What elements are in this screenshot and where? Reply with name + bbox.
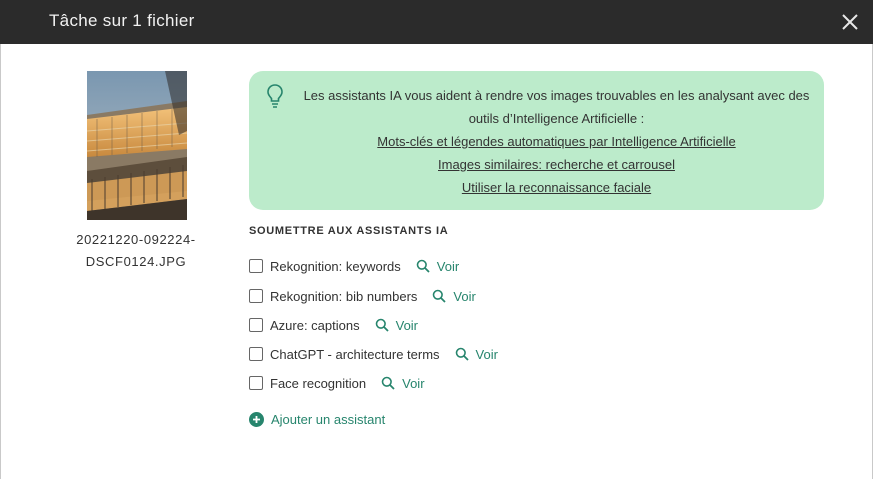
search-icon	[375, 318, 389, 332]
search-icon	[381, 376, 395, 390]
close-icon[interactable]	[840, 12, 860, 32]
file-name-line1: 20221220-092224-	[76, 232, 196, 247]
assistant-label: Rekognition: keywords	[270, 258, 401, 274]
search-icon	[416, 259, 430, 273]
assistant-row	[249, 256, 459, 276]
link-face-recognition[interactable]: Utiliser la reconnaissance faciale	[461, 180, 652, 195]
view-label: Voir	[402, 375, 425, 391]
dialog-header	[0, 0, 873, 44]
view-label: Voir	[395, 317, 419, 333]
dialog-border-left	[0, 44, 1, 479]
assistant-checkbox[interactable]	[249, 347, 263, 361]
view-button[interactable]	[375, 318, 418, 333]
assistant-label: Azure: captions	[270, 317, 360, 333]
view-label: Voir	[453, 288, 476, 304]
assistant-label: Rekognition: bib numbers	[270, 288, 418, 304]
assistant-row	[249, 344, 498, 364]
file-name	[56, 229, 216, 273]
view-label: Voir	[475, 346, 498, 362]
view-button[interactable]	[416, 259, 459, 274]
add-assistant-label: Ajouter un assistant	[271, 411, 386, 427]
ai-info-box	[249, 71, 824, 210]
assistant-label: Face recognition	[270, 375, 367, 391]
view-label: Voir	[436, 258, 460, 274]
lightbulb-icon	[265, 83, 285, 109]
search-icon	[432, 289, 446, 303]
view-button[interactable]	[455, 347, 498, 362]
add-assistant-button[interactable]	[249, 409, 385, 429]
view-button[interactable]	[432, 289, 475, 304]
assistant-label: ChatGPT - architecture terms	[270, 346, 440, 362]
search-icon	[455, 347, 469, 361]
view-button[interactable]	[381, 376, 424, 391]
image-thumbnail	[87, 71, 187, 220]
assistant-row	[249, 286, 476, 306]
file-name-line2: DSCF0124.JPG	[85, 254, 187, 269]
assistant-checkbox[interactable]	[249, 376, 263, 390]
dialog-title: Tâche sur 1 fichier	[49, 11, 195, 30]
assistant-row	[249, 373, 425, 393]
assistant-row	[249, 315, 418, 335]
plus-circle-icon	[249, 412, 264, 427]
link-ai-keywords[interactable]: Mots-clés et légendes automatiques par Intelligence Artificielle	[377, 134, 736, 149]
link-similar-images[interactable]: Images similaires: recherche et carrousel	[438, 157, 675, 172]
assistant-checkbox[interactable]	[249, 289, 263, 303]
ai-info-description: Les assistants IA vous aident à rendre vos images trouvables en les analysant avec des outils d’Intelligence Artificielle :	[303, 88, 810, 126]
section-title: SOUMETTRE AUX ASSISTANTS IA	[249, 225, 449, 237]
assistant-checkbox[interactable]	[249, 318, 263, 332]
assistant-checkbox[interactable]	[249, 259, 263, 273]
ai-info-text	[294, 84, 819, 199]
